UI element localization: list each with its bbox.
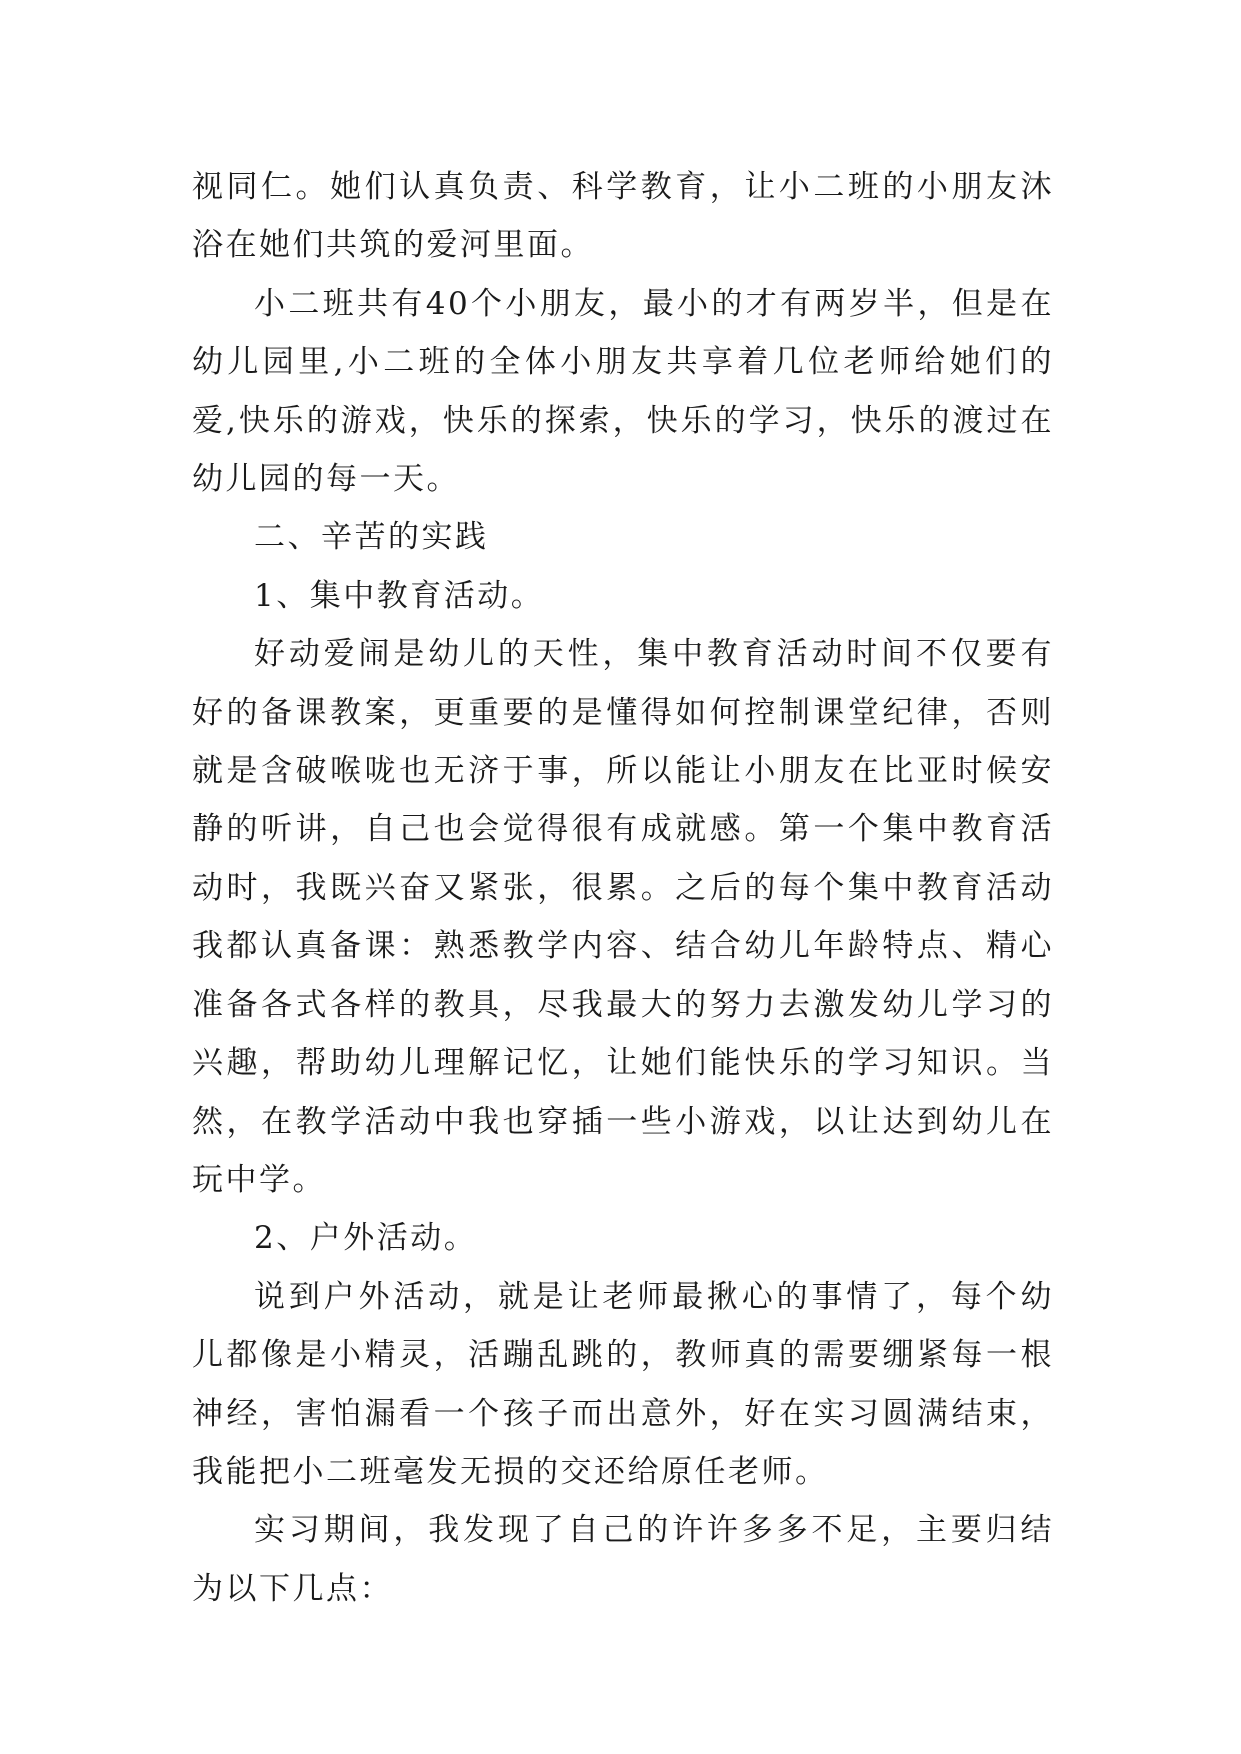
section-heading-practice: 二、辛苦的实践 [254,519,489,556]
paragraph-class-overview: 小二班共有40个小朋友，最小的才有两岁半，但是在幼儿园里,小二班的全体小朋友共享着几位老师给她们的爱,快乐的游戏，快乐的探索，快乐的学习，快乐的渡过在幼儿园的每一天。 [192,285,1054,498]
paragraph-outdoor-activity: 说到户外活动，就是让老师最揪心的事情了，每个幼儿都像是小精灵，活蹦乱跳的，教师真的需要绷紧每一根神经，害怕漏看一个孩子而出意外，好在实习圆满结束，我能把小二班毫发无损的交还给原任老师。 [192,1278,1054,1490]
document-body [192,158,1054,1618]
subheading-outdoor-activity: 2、户外活动。 [254,1220,478,1257]
paragraph-shortcomings-intro: 实习期间，我发现了自己的许许多多不足，主要归结为以下几点： [192,1512,1054,1607]
paragraph-class-teachers-continued: 视同仁。她们认真负责、科学教育，让小二班的小朋友沐浴在她们共筑的爱河里面。 [192,169,1054,264]
subheading-group-education: 1、集中教育活动。 [254,577,545,614]
paragraph-group-education: 好动爱闹是幼儿的天性，集中教育活动时间不仅要有好的备课教案，更重要的是懂得如何控制课堂纪律，否则就是含破喉咙也无济于事，所以能让小朋友在比亚时候安静的听讲，自己也会觉得很有成就感。第一个集中教育活动时，我既兴奋又紧张，很累。之后的每个集中教育活动我都认真备课：熟悉教学内容、结合幼儿年龄特点、精心准备各式各样的教具，尽我最大的努力去激发幼儿学习的兴趣，帮助幼儿理解记忆，让她们能快乐的学习知识。当然，在教学活动中我也穿插一些小游戏，以让达到幼儿在玩中学。 [192,636,1054,1198]
